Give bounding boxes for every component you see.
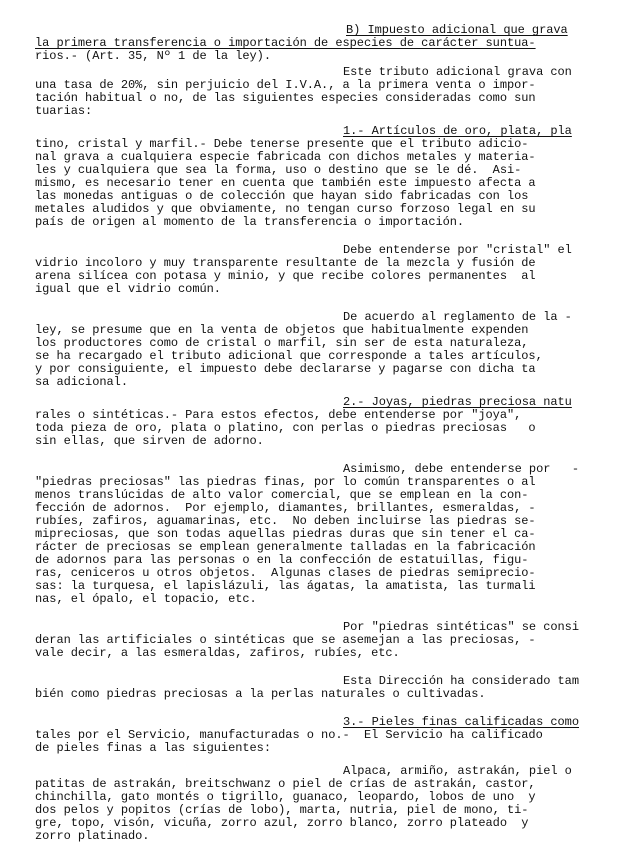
paragraph-line: sa adicional. — [35, 375, 128, 389]
paragraph-line: zorro platinado. — [35, 829, 150, 843]
paragraph-line: Alpaca, armiño, astrakán, piel o — [343, 764, 572, 778]
paragraph-line: dos pelos y popitos (crías de lobo), marta, nutria, piel de mono, ti- — [35, 803, 529, 817]
paragraph-line: fección de adornos. Por ejemplo, diamantes, brillantes, esmeraldas, - — [35, 501, 536, 515]
paragraph-line: una tasa de 20%, sin perjuicio del I.V.A., a la primera venta o impor- — [35, 78, 536, 92]
paragraph-line: patitas de astrakán, breitschwanz o piel de crías de astrakán, castor, — [35, 777, 536, 791]
item-2-heading: 2.- Joyas, piedras preciosa natu — [343, 395, 572, 409]
paragraph-line: Asimismo, debe entenderse por - — [343, 462, 579, 476]
paragraph-line: tino, cristal y marfil.- Debe tenerse presente que el tributo adicio- — [35, 137, 529, 151]
paragraph-line: toda pieza de oro, plata o platino, con perlas o piedras preciosas o — [35, 421, 536, 435]
paragraph-line: gre, topo, visón, vicuña, zorro azul, zorro blanco, zorro plateado y — [35, 816, 529, 830]
paragraph-line: tación habitual o no, de las siguientes especies consideradas como sun — [35, 91, 536, 105]
paragraph-line: Por "piedras sintéticas" se consi — [343, 620, 579, 634]
paragraph-line: nal grava a cualquiera especie fabricada con dichos metales y materia- — [35, 150, 536, 164]
paragraph-line: rales o sintéticas.- Para estos efectos, debe entenderse por "joya", — [35, 408, 522, 422]
paragraph-line: mipreciosas, que son todas aquellas piedras duras que sin tener el ca- — [35, 527, 536, 541]
paragraph-line: arena silícea con potasa y minio, y que recibe colores permanentes al — [35, 269, 536, 283]
section-b-heading: B) Impuesto adicional que grava — [346, 23, 568, 37]
paragraph-line: vidrio incoloro y muy transparente resultante de la mezcla y fusión de — [35, 256, 536, 270]
paragraph-line: ras, ceniceros u otros objetos. Algunas clases de piedras semiprecio- — [35, 566, 536, 580]
item-3-heading: 3.- Pieles finas calificadas como — [343, 715, 579, 729]
paragraph-line: ley, se presume que en la venta de objetos que habitualmente expenden — [35, 323, 529, 337]
section-b-heading-cont: la primera transferencia o importación de especies de carácter suntua- — [35, 36, 536, 50]
paragraph-line: Debe entenderse por "cristal" el — [343, 243, 572, 257]
paragraph-line: Esta Dirección ha considerado tam — [343, 674, 579, 688]
paragraph-line: metales aludidos y que obviamente, no tengan curso forzoso legal en su — [35, 202, 536, 216]
paragraph-line: de pieles finas a las siguientes: — [35, 741, 271, 755]
paragraph-line: se ha recargado el tributo adicional que corresponde a tales artículos, — [35, 349, 543, 363]
paragraph-line: rubíes, zafiros, aguamarinas, etc. No deben incluirse las piedras se- — [35, 514, 536, 528]
paragraph-line: país de origen al momento de la transferencia o importación. — [35, 215, 465, 229]
paragraph-line: las monedas antiguas o de colección que hayan sido fabricadas con los — [35, 189, 529, 203]
paragraph-line: De acuerdo al reglamento de la - — [343, 310, 572, 324]
paragraph-line: nas, el ópalo, el topacio, etc. — [35, 592, 257, 606]
paragraph-line: rácter de preciosas se emplean generalmente talladas en la fabricación — [35, 540, 536, 554]
paragraph-line: y por consiguiente, el impuesto debe declararse y pagarse con dicha ta — [35, 362, 536, 376]
paragraph-line: Este tributo adicional grava con — [343, 65, 572, 79]
paragraph-line: los productores como de cristal o marfil, sin ser de esta naturaleza, — [35, 336, 529, 350]
paragraph-line: menos translúcidas de alto valor comercial, que se emplean en la con- — [35, 488, 529, 502]
paragraph-line: igual que el vidrio común. — [35, 282, 221, 296]
paragraph-line: les y cualquiera que sea la forma, uso o destino que se le dé. Asi- — [35, 163, 522, 177]
paragraph-line: sas: la turquesa, el lapislázuli, las ágatas, la amatista, las turmali — [35, 579, 536, 593]
paragraph-line: tuarias: — [35, 104, 93, 118]
paragraph-line: sin ellas, que sirven de adorno. — [35, 434, 264, 448]
paragraph-line: chinchilla, gato montés o tigrillo, guanaco, leopardo, lobos de uno y — [35, 790, 536, 804]
paragraph-line: bién como piedras preciosas a la perlas naturales o cultivadas. — [35, 687, 486, 701]
item-1-heading: 1.- Artículos de oro, plata, pla — [343, 124, 572, 138]
paragraph-line: tales por el Servicio, manufacturadas o no.- El Servicio ha calificado — [35, 728, 543, 742]
paragraph-line: de adornos para las personas o en la confección de estatuillas, figu- — [35, 553, 529, 567]
paragraph-line: "piedras preciosas" las piedras finas, por lo común transparentes o al — [35, 475, 536, 489]
paragraph-line: mismo, es necesario tener en cuenta que también este impuesto afecta a — [35, 176, 536, 190]
section-b-heading-end: rios.- (Art. 35, Nº 1 de la ley). — [35, 49, 271, 63]
paragraph-line: deran las artificiales o sintéticas que se asemejan a las preciosas, - — [35, 633, 536, 647]
paragraph-line: vale decir, a las esmeraldas, zafiros, rubíes, etc. — [35, 646, 400, 660]
